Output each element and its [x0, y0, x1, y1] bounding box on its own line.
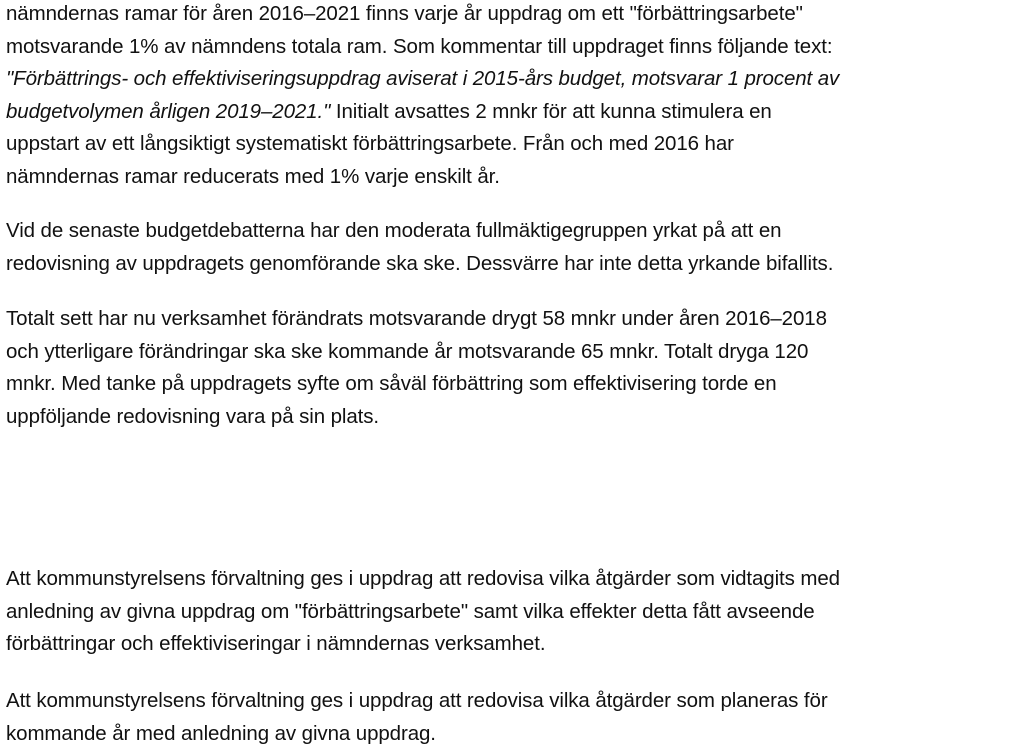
paragraph-background	[6, 0, 1018, 193]
text-line: Vid de senaste budgetdebatterna har den moderata fullmäktigegruppen yrkat på att en	[6, 215, 1018, 248]
proposal-measures-taken	[6, 563, 1018, 661]
text-line	[6, 96, 1018, 129]
text-line: och ytterligare förändringar ska ske kommande år motsvarande 65 mnkr. Totalt dryga 120	[6, 336, 1018, 369]
document-page	[6, 0, 1018, 746]
quote-line	[6, 63, 1018, 96]
text-line: uppföljande redovisning vara på sin plats.	[6, 401, 1018, 434]
text-line: Att kommunstyrelsens förvaltning ges i uppdrag att redovisa vilka åtgärder som planeras för	[6, 685, 1018, 718]
proposal-planned-measures	[6, 685, 1018, 750]
text-line: uppstart av ett långsiktigt systematiskt förbättringsarbete. Från och med 2016 har	[6, 128, 1018, 161]
text-line: förbättringar och effektiviseringar i nämndernas verksamhet.	[6, 628, 1018, 661]
text-line: Att kommunstyrelsens förvaltning ges i uppdrag att redovisa vilka åtgärder som vidtagits med	[6, 563, 1018, 596]
paragraph-budget-debates	[6, 215, 1018, 280]
text-line: anledning av givna uppdrag om "förbättringsarbete" samt vilka effekter detta fått avseende	[6, 596, 1018, 629]
text-line: kommande år med anledning av givna uppdrag.	[6, 718, 1018, 750]
text-line: Totalt sett har nu verksamhet förändrats motsvarande drygt 58 mnkr under åren 2016–2018	[6, 303, 1018, 336]
paragraph-total-changes	[6, 303, 1018, 433]
budget-quote-end: budgetvolymen årligen 2019–2021."	[6, 100, 330, 123]
text-line: motsvarande 1% av nämndens totala ram. Som kommentar till uppdraget finns följande text:	[6, 31, 1018, 64]
text-line: nämndernas ramar reducerats med 1% varje enskilt år.	[6, 161, 1018, 194]
text-continuation: Initialt avsattes 2 mnkr för att kunna stimulera en	[330, 100, 771, 123]
budget-quote: "Förbättrings- och effektiviseringsuppdrag aviserat i 2015-års budget, motsvarar 1 procent av	[6, 67, 839, 90]
text-line: mnkr. Med tanke på uppdragets syfte om såväl förbättring som effektivisering torde en	[6, 368, 1018, 401]
text-line: nämndernas ramar för åren 2016–2021 finns varje år uppdrag om ett "förbättringsarbete"	[6, 0, 1018, 31]
text-line: redovisning av uppdragets genomförande ska ske. Dessvärre har inte detta yrkande bifallits.	[6, 248, 1018, 281]
